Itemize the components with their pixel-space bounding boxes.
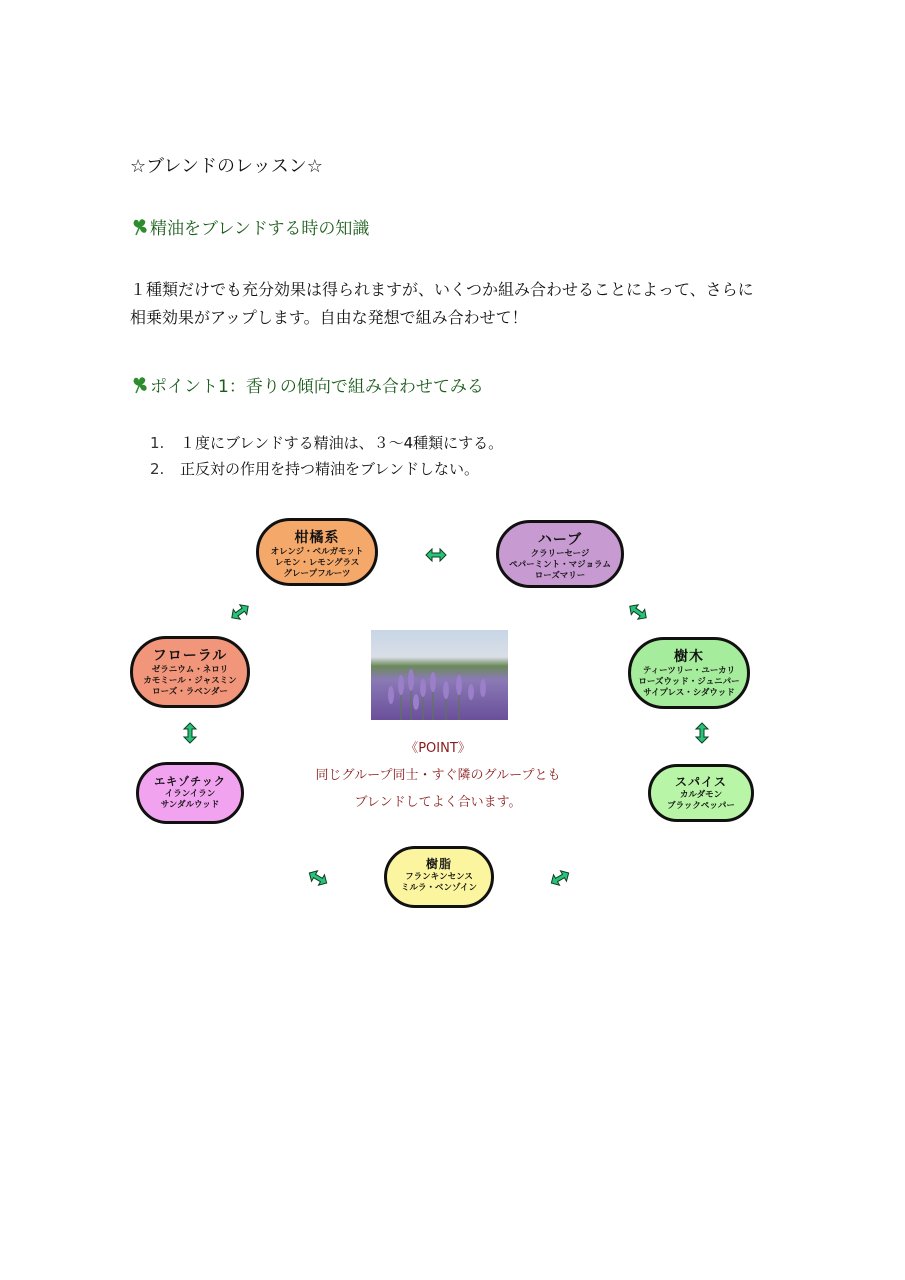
clover-leaf-icon <box>130 217 150 237</box>
section-heading-2 <box>130 372 484 397</box>
group-item: オレンジ・ベルガモット <box>270 547 364 557</box>
group-title: フローラル <box>152 648 228 664</box>
group-spice <box>648 764 754 822</box>
group-title: 樹脂 <box>425 857 452 871</box>
group-item: クラリーセージ <box>530 549 590 559</box>
group-item: フランキンセンス <box>405 872 473 882</box>
double-arrow-diagonal-icon <box>621 595 654 628</box>
point-line-1: 同じグループ同士・すぐ隣のグループとも <box>315 768 561 783</box>
group-floral <box>130 636 250 708</box>
double-arrow-vertical-icon <box>178 721 202 745</box>
group-item: イランイラン <box>164 789 216 799</box>
group-item: ブラックペッパー <box>667 801 735 811</box>
intro-line-1: １種類だけでも充分効果は得られますが、いくつか組み合わせることによって、さらに <box>130 280 754 299</box>
double-arrow-vertical-icon <box>690 721 714 745</box>
list-item: 2. 正反対の作用を持つ精油をブレンドしない。 <box>150 460 480 478</box>
double-arrow-diagonal-icon <box>302 862 335 895</box>
group-item: ローズ・ラベンダー <box>152 687 228 697</box>
intro-line-2: 相乗効果がアップします。自由な発想で組み合わせて！ <box>130 308 528 327</box>
group-item: レモン・レモングラス <box>274 558 360 568</box>
group-citrus <box>256 518 378 586</box>
group-title: 柑橘系 <box>294 530 340 546</box>
section-heading-2-text: ポイント1：香りの傾向で組み合わせてみる <box>150 377 484 397</box>
points-list <box>150 430 503 482</box>
group-resin <box>384 846 494 908</box>
group-item: ティーツリー・ユーカリ <box>642 666 736 676</box>
page-title: ☆ブレンドのレッスン☆ <box>130 156 323 177</box>
group-herb <box>496 520 624 588</box>
intro-paragraph <box>130 276 790 332</box>
point-line-2: ブレンドしてよく合います。 <box>354 795 522 810</box>
group-exotic <box>136 762 244 824</box>
double-arrow-diagonal-icon <box>223 595 256 628</box>
group-item: ペパーミント・マジョラム <box>509 560 611 570</box>
group-item: サイプレス・シダウッド <box>643 688 735 698</box>
double-arrow-diagonal-icon <box>544 862 577 895</box>
section-heading-1 <box>130 214 369 239</box>
group-title: 樹木 <box>674 649 704 665</box>
group-item: カルダモン <box>679 790 723 800</box>
section-heading-1-text: 精油をブレンドする時の知識 <box>150 219 370 239</box>
group-title: スパイス <box>675 775 727 789</box>
group-item: カモミール・ジャスミン <box>143 676 237 686</box>
group-title: ハーブ <box>537 532 583 548</box>
group-item: ローズマリー <box>534 571 586 581</box>
clover-leaf-icon <box>130 375 150 395</box>
group-item: ローズウッド・ジュニパー <box>638 677 740 687</box>
group-item: サンダルウッド <box>160 800 220 810</box>
double-arrow-horizontal-icon <box>424 543 448 567</box>
point-label: 《POINT》 <box>405 741 471 756</box>
group-wood <box>628 637 750 709</box>
group-item: グレープフルーツ <box>283 569 351 579</box>
group-item: ミルラ・ベンゾイン <box>400 883 478 893</box>
list-item: 1. １度にブレンドする精油は、３〜4種類にする。 <box>150 434 504 452</box>
group-title: エキゾチック <box>154 775 226 788</box>
group-item: ゼラニウム・ネロリ <box>151 665 229 675</box>
lavender-field-photo <box>371 630 508 720</box>
